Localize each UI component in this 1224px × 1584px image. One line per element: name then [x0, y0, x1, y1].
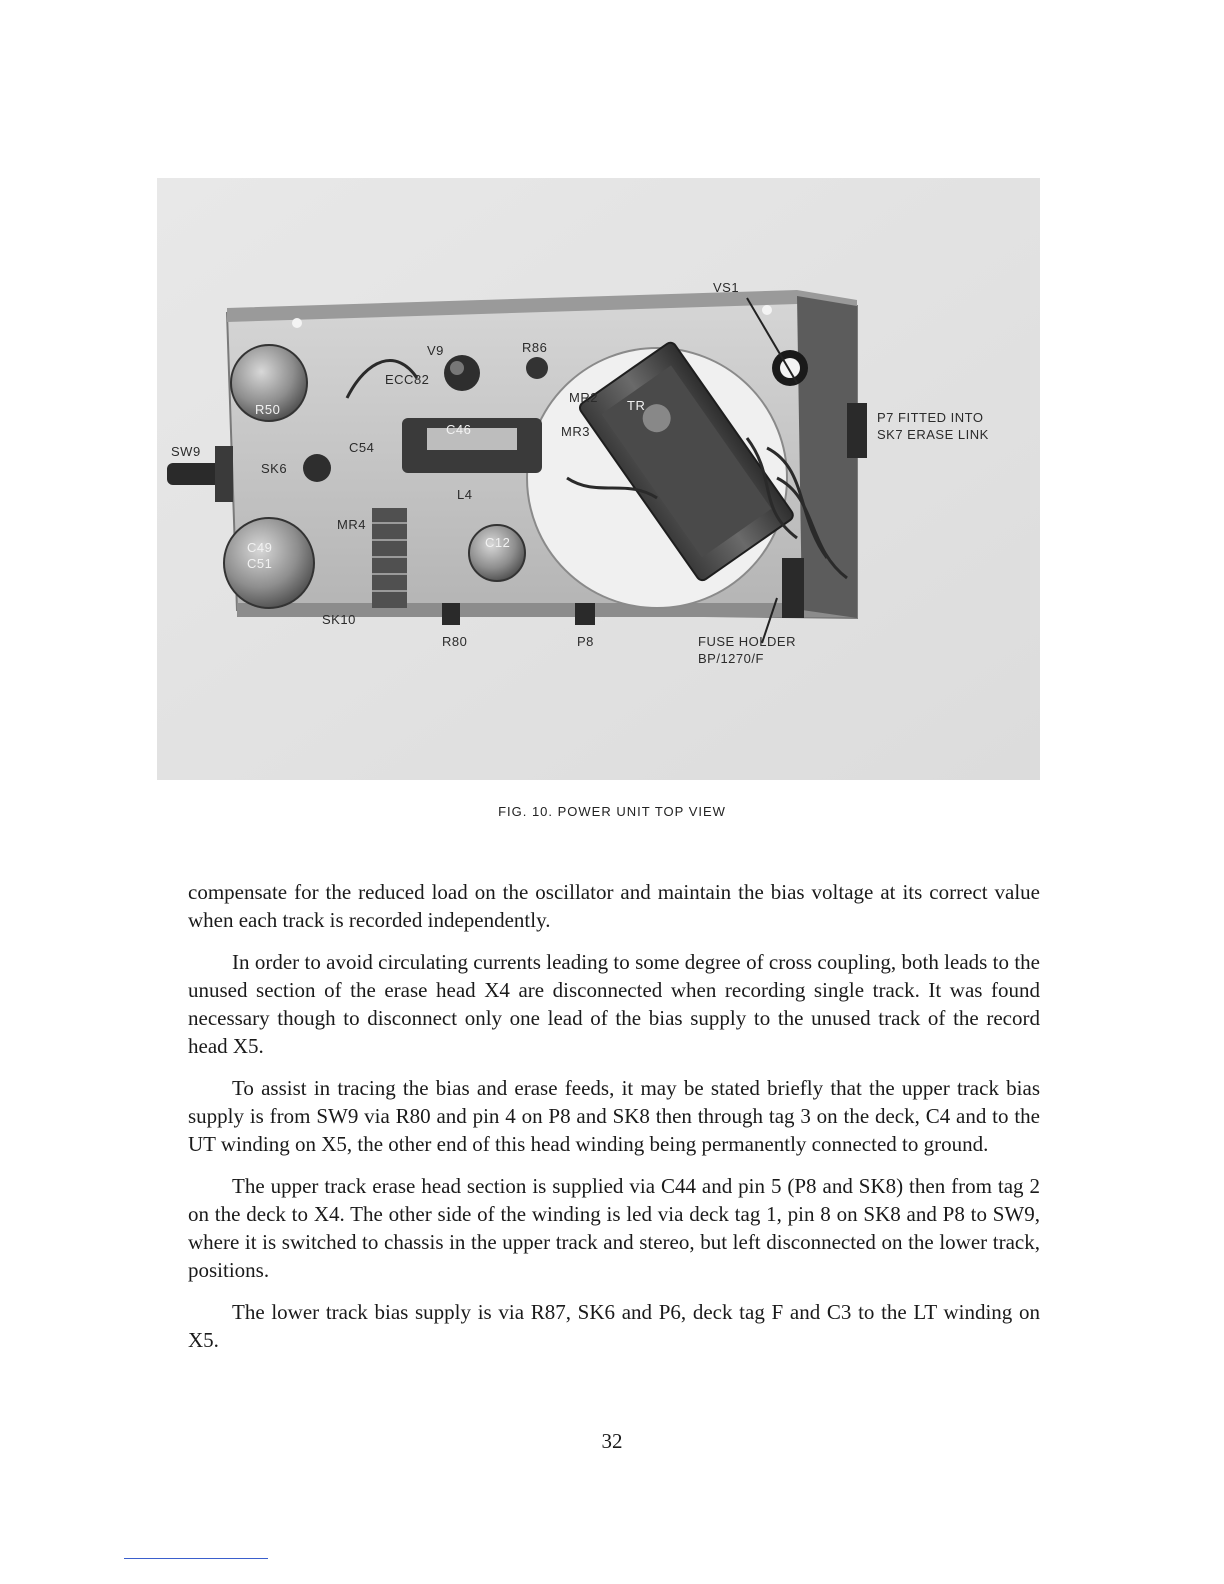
power-unit-illustration [157, 178, 1040, 780]
label-c12: C12 [485, 535, 511, 550]
label-r86: R86 [522, 340, 548, 355]
label-p8: P8 [577, 634, 594, 649]
footnote-divider [124, 1558, 268, 1559]
label-l4: L4 [457, 487, 473, 502]
label-p7-line2: SK7 ERASE LINK [877, 427, 989, 442]
figure-caption: FIG. 10. POWER UNIT TOP VIEW [498, 804, 726, 819]
page-number: 32 [601, 1429, 623, 1453]
label-c49: C49 [247, 540, 273, 555]
label-fuse-line1: FUSE HOLDER [698, 634, 796, 649]
paragraph: To assist in tracing the bias and erase feeds, it may be stated briefly that the upper track bias supply is from SW9 via R80 and pin 4 on P8 and SK8 then through tag 3 on the deck, C4 and to the UT winding on X5, the other end of this head winding being permanently connected to ground. [188, 1076, 1040, 1156]
label-r80: R80 [442, 634, 468, 649]
label-sw9: SW9 [171, 444, 201, 459]
label-ecc82: ECC82 [385, 372, 430, 387]
power-unit-photo [157, 178, 1040, 780]
label-v9: V9 [427, 343, 444, 358]
paragraph: The lower track bias supply is via R87, SK6 and P6, deck tag F and C3 to the LT winding on X5. [188, 1300, 1040, 1352]
label-c46: C46 [446, 422, 472, 437]
label-mr2: MR2 [569, 390, 598, 405]
paragraph: The upper track erase head section is supplied via C44 and pin 5 (P8 and SK8) then from tag 2 on the deck to X4. The other side of the winding is led via deck tag 1, pin 8 on SK8 and P8 to SW9, where it is switched to chassis in the upper track and stereo, but left disconnected on the lower track, positions. [188, 1174, 1040, 1282]
body-text [188, 878, 1040, 1368]
label-mr3: MR3 [561, 424, 590, 439]
label-fuse-line2: BP/1270/F [698, 651, 764, 666]
paragraph: compensate for the reduced load on the oscillator and maintain the bias voltage at its correct value when each track is recorded independently. [188, 880, 1040, 932]
label-mr4: MR4 [337, 517, 366, 532]
label-p7-line1: P7 FITTED INTO [877, 410, 984, 425]
label-c51: C51 [247, 556, 273, 571]
label-sk6: SK6 [261, 461, 288, 476]
label-c54: C54 [349, 440, 375, 455]
label-sk10: SK10 [322, 612, 356, 627]
label-r50: R50 [255, 402, 281, 417]
paragraph: In order to avoid circulating currents leading to some degree of cross coupling, both leads to the unused section of the erase head X4 are disconnected when recording single track. It was found necessary though to disconnect only one lead of the bias supply to the unused track of the record head X5. [188, 950, 1040, 1058]
label-tr: TR [627, 398, 646, 413]
label-vs1: VS1 [713, 280, 740, 295]
